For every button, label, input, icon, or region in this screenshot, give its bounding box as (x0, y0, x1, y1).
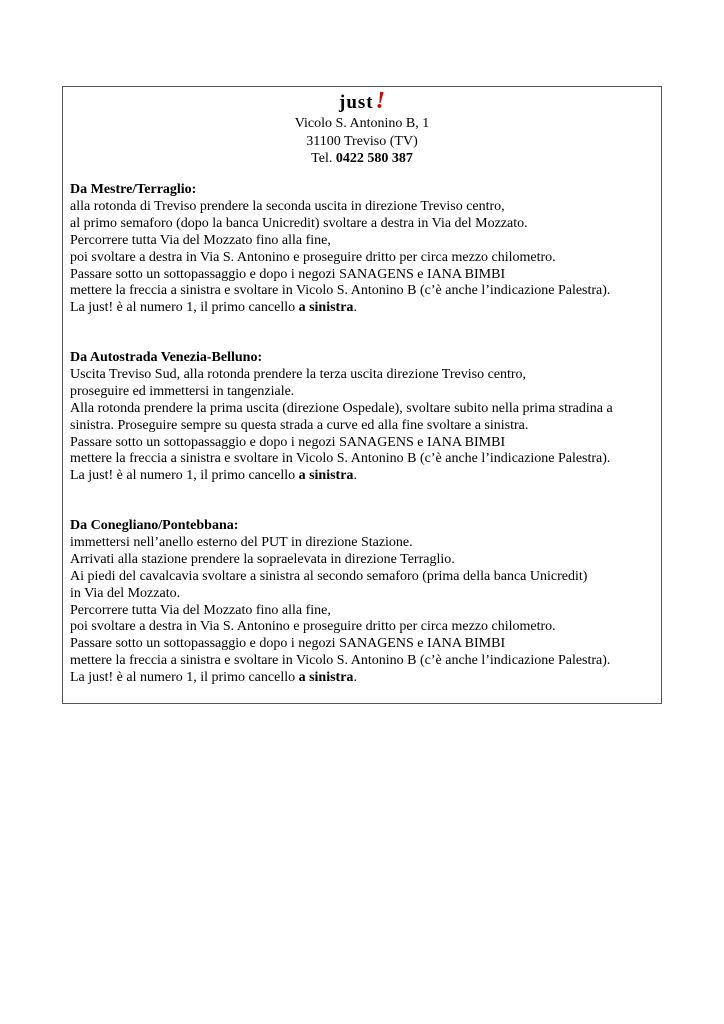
final-direction-line (70, 468, 657, 485)
direction-line: Percorrere tutta Via del Mozzato fino alla fine, (70, 602, 331, 618)
address-street: Vicolo S. Antonino B, 1 (294, 116, 430, 131)
direction-line: alla rotonda di Treviso prendere la seconda uscita in direzione Treviso centro, (70, 198, 505, 214)
direction-line: Passare sotto un sottopassaggio e dopo i negozi SANAGENS e IANA BIMBI (70, 434, 506, 450)
final-period: . (353, 670, 357, 686)
direction-line: in Via del Mozzato. (70, 585, 181, 601)
address-city: 31100 Treviso (TV) (306, 133, 418, 149)
final-text: La just! è al numero 1, il primo cancello (70, 670, 296, 686)
section-conegliano-pontebbana (70, 518, 657, 687)
direction-line: mettere la freccia a sinistra e svoltare in Vicolo S. Antonino B (c’è anche l’indicazione Palestra). (70, 283, 611, 299)
brand-logo (63, 88, 661, 115)
direction-line: Passare sotto un sottopassaggio e dopo i negozi SANAGENS e IANA BIMBI (70, 266, 506, 282)
direction-line: sinistra. Proseguire sempre su questa strada a curve ed alla fine svoltare a sinistra. (70, 417, 529, 433)
final-emphasis: a sinistra (298, 468, 354, 484)
direction-line: Uscita Treviso Sud, alla rotonda prendere la terza uscita direzione Treviso centro, (70, 366, 527, 382)
final-emphasis: a sinistra (298, 670, 354, 686)
directions-box (62, 86, 662, 704)
direction-line: poi svoltare a destra in Via S. Antonino e proseguire dritto per circa mezzo chilometro. (70, 249, 556, 265)
direction-line: Percorrere tutta Via del Mozzato fino alla fine, (70, 232, 331, 248)
section-title: Da Conegliano/Pontebbana: (70, 518, 239, 533)
final-period: . (353, 300, 357, 316)
brand-name: just (339, 92, 374, 113)
direction-line: Arrivati alla stazione prendere la sopraelevata in direzione Terraglio. (70, 551, 455, 567)
section-mestre-terraglio (70, 182, 657, 317)
phone-line (63, 150, 661, 168)
section-title: Da Autostrada Venezia-Belluno: (70, 350, 263, 365)
direction-line: al primo semaforo (dopo la banca Unicredit) svoltare a destra in Via del Mozzato. (70, 215, 528, 231)
direction-line: mettere la freccia a sinistra e svoltare in Vicolo S. Antonino B (c’è anche l’indicazione Palestra). (70, 451, 611, 467)
direction-line: proseguire ed immettersi in tangenziale. (70, 383, 295, 399)
final-text: La just! è al numero 1, il primo cancello (70, 468, 296, 484)
direction-line: Ai piedi del cavalcavia svoltare a sinistra al secondo semaforo (prima della banca Unicredit) (70, 568, 588, 584)
address-header (63, 88, 661, 168)
final-emphasis: a sinistra (298, 300, 354, 316)
final-period: . (353, 468, 357, 484)
section-title: Da Mestre/Terraglio: (70, 182, 197, 197)
phone-number: 0422 580 387 (335, 151, 413, 166)
section-autostrada-venezia-belluno (70, 350, 657, 485)
direction-line: Alla rotonda prendere la prima uscita (direzione Ospedale), svoltare subito nella prima stradina a (70, 400, 613, 416)
direction-line: mettere la freccia a sinistra e svoltare in Vicolo S. Antonino B (c’è anche l’indicazione Palestra). (70, 653, 611, 669)
direction-line: poi svoltare a destra in Via S. Antonino e proseguire dritto per circa mezzo chilometro. (70, 619, 556, 635)
final-text: La just! è al numero 1, il primo cancello (70, 300, 296, 316)
final-direction-line (70, 670, 657, 687)
brand-exclamation: ! (375, 88, 385, 114)
final-direction-line (70, 300, 657, 317)
direction-line: Passare sotto un sottopassaggio e dopo i negozi SANAGENS e IANA BIMBI (70, 636, 506, 652)
direction-line: immettersi nell’anello esterno del PUT in direzione Stazione. (70, 534, 413, 550)
phone-label: Tel. (311, 151, 333, 166)
